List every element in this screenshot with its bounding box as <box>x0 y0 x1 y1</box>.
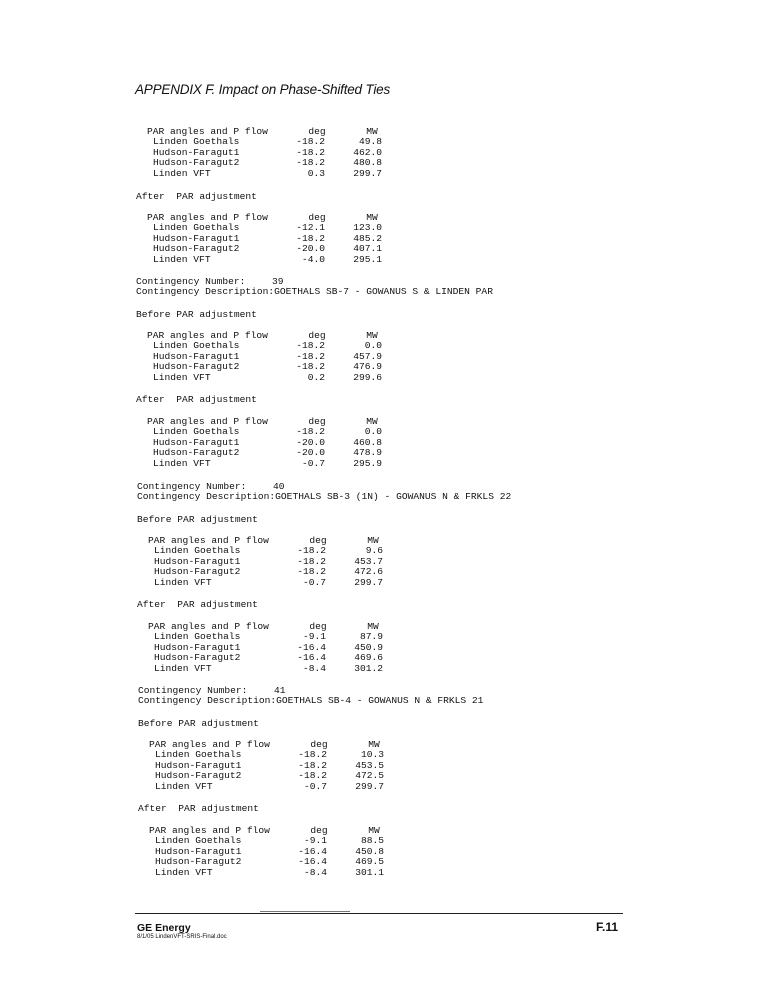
table-row-deg: -18.2 <box>296 232 325 244</box>
table-row-deg: -20.0 <box>296 243 325 255</box>
table-header-mw: MW <box>366 126 378 137</box>
section-label-before: Before PAR adjustment <box>137 514 258 525</box>
table-row-deg: -18.2 <box>298 770 327 782</box>
table-row-name: Hudson-Faragut1 <box>153 350 240 362</box>
table-row-deg: -8.4 <box>302 662 326 674</box>
table-row-mw: 462.0 <box>353 146 382 158</box>
table-row-name: Linden VFT <box>153 371 211 383</box>
table-header-mw: MW <box>366 416 378 427</box>
table-row-deg: -18.2 <box>296 146 325 158</box>
table-row-mw: 407.1 <box>353 243 382 255</box>
table-row-name: Linden Goethals <box>153 222 240 234</box>
table-row-name: Linden VFT <box>155 780 213 792</box>
table-header-mw: MW <box>367 621 379 632</box>
table-row-name: Hudson-Faragut1 <box>155 759 242 771</box>
footer-company: GE Energy <box>137 922 191 934</box>
table-row-mw: 478.9 <box>353 447 382 459</box>
table-row-name: Linden Goethals <box>154 545 241 557</box>
table-row-deg: -4.0 <box>301 253 325 265</box>
table-row-name: Linden Goethals <box>155 835 242 847</box>
table-row-deg: 0.2 <box>307 371 325 383</box>
table-row-name: Hudson-Faragut1 <box>155 845 242 857</box>
table-row-mw: 87.9 <box>359 631 383 643</box>
table-row-mw: 476.9 <box>353 361 382 373</box>
table-header-label: PAR angles and P flow <box>147 212 268 223</box>
contingency-number-label: Contingency Number: <box>136 276 246 287</box>
table-row-mw: 472.5 <box>355 770 384 782</box>
table-header-mw: MW <box>368 739 380 750</box>
table-row-mw: 49.8 <box>358 136 382 148</box>
table-header-label: PAR angles and P flow <box>147 126 268 137</box>
table-row-mw: 453.5 <box>355 759 384 771</box>
table-row-name: Linden VFT <box>153 167 211 179</box>
contingency-number-value: 41 <box>274 685 286 696</box>
table-row-deg: -18.2 <box>298 759 327 771</box>
table-row-name: Hudson-Faragut2 <box>154 566 241 578</box>
table-header-label: PAR angles and P flow <box>149 739 270 750</box>
contingency-description-label: Contingency Description:GOETHALS SB-3 (1N) - GOWANUS N & FRKLS 22 <box>137 491 512 503</box>
table-row-mw: 299.7 <box>353 167 382 179</box>
table-header-deg: deg <box>308 330 326 341</box>
table-row-deg: -18.2 <box>298 749 327 761</box>
table-row-mw: 480.8 <box>353 157 382 169</box>
table-row-name: Hudson-Faragut1 <box>154 641 241 653</box>
table-header-mw: MW <box>366 212 378 223</box>
table-row-deg: -16.4 <box>298 856 327 868</box>
table-row-deg: -0.7 <box>302 576 326 588</box>
table-row-deg: -9.1 <box>303 835 327 847</box>
footer-page-number: F.11 <box>596 920 619 934</box>
table-row-deg: -18.2 <box>296 136 325 148</box>
table-row-name: Hudson-Faragut2 <box>154 652 241 664</box>
table-header-label: PAR angles and P flow <box>148 535 269 546</box>
table-row-name: Linden VFT <box>155 866 213 878</box>
table-row-deg: -16.4 <box>298 845 327 857</box>
table-row-mw: 299.7 <box>355 780 384 792</box>
table-row-name: Hudson-Faragut2 <box>153 447 240 459</box>
table-row-deg: -20.0 <box>296 436 325 448</box>
table-header-deg: deg <box>310 739 328 750</box>
table-row-name: Hudson-Faragut2 <box>153 157 240 169</box>
table-row-mw: 9.6 <box>365 545 383 557</box>
page-header-title: APPENDIX F. Impact on Phase-Shifted Ties <box>135 82 390 97</box>
table-row-name: Hudson-Faragut1 <box>153 436 240 448</box>
table-row-deg: -18.2 <box>297 566 326 578</box>
table-row-name: Linden Goethals <box>153 426 240 438</box>
footer-divider-accent <box>260 911 350 912</box>
contingency-number-label: Contingency Number: <box>137 481 247 492</box>
footer-document-name: 8/1/05 LindenVFT-SRIS-Final.doc <box>137 934 227 940</box>
table-row-mw: 0.0 <box>364 340 382 352</box>
section-label-after: After PAR adjustment <box>136 191 257 202</box>
table-row-name: Hudson-Faragut1 <box>153 146 240 158</box>
table-row-name: Linden VFT <box>154 662 212 674</box>
table-row-mw: 485.2 <box>353 232 382 244</box>
table-row-mw: 469.6 <box>354 652 383 664</box>
table-row-deg: -18.2 <box>296 340 325 352</box>
table-header-label: PAR angles and P flow <box>148 621 269 632</box>
contingency-description-label: Contingency Description:GOETHALS SB-7 - GOWANUS S & LINDEN PAR <box>136 286 493 298</box>
table-row-name: Hudson-Faragut2 <box>155 770 242 782</box>
table-header-mw: MW <box>368 825 380 836</box>
section-label-after: After PAR adjustment <box>138 803 259 814</box>
table-row-name: Linden VFT <box>153 253 211 265</box>
section-label-before: Before PAR adjustment <box>138 718 259 729</box>
table-row-deg: -8.4 <box>303 866 327 878</box>
table-row-mw: 123.0 <box>353 222 382 234</box>
table-row-name: Hudson-Faragut2 <box>153 243 240 255</box>
table-row-name: Hudson-Faragut2 <box>155 856 242 868</box>
contingency-description-label: Contingency Description:GOETHALS SB-4 - GOWANUS N & FRKLS 21 <box>138 695 484 707</box>
table-row-deg: -16.4 <box>297 641 326 653</box>
table-row-mw: 301.1 <box>355 866 384 878</box>
table-row-name: Linden VFT <box>154 576 212 588</box>
table-row-mw: 299.6 <box>353 371 382 383</box>
table-row-deg: -18.2 <box>296 361 325 373</box>
table-row-name: Linden Goethals <box>153 340 240 352</box>
table-row-deg: -0.7 <box>301 457 325 469</box>
table-row-deg: -0.7 <box>303 780 327 792</box>
table-row-name: Hudson-Faragut1 <box>154 555 241 567</box>
section-label-before: Before PAR adjustment <box>136 309 257 320</box>
section-label-after: After PAR adjustment <box>136 394 257 405</box>
table-row-deg: -18.2 <box>296 157 325 169</box>
table-row-mw: 295.1 <box>353 253 382 265</box>
table-row-deg: -18.2 <box>296 350 325 362</box>
table-header-label: PAR angles and P flow <box>147 416 268 427</box>
table-header-mw: MW <box>367 535 379 546</box>
table-row-deg: 0.3 <box>307 167 325 179</box>
table-header-deg: deg <box>308 126 326 137</box>
table-header-mw: MW <box>366 330 378 341</box>
table-row-mw: 301.2 <box>354 662 383 674</box>
table-row-mw: 450.9 <box>354 641 383 653</box>
table-row-deg: -9.1 <box>302 631 326 643</box>
table-row-deg: -12.1 <box>296 222 325 234</box>
table-row-deg: -20.0 <box>296 447 325 459</box>
table-row-mw: 469.5 <box>355 856 384 868</box>
table-row-deg: -18.2 <box>297 545 326 557</box>
table-row-name: Linden Goethals <box>155 749 242 761</box>
table-header-deg: deg <box>308 212 326 223</box>
table-row-mw: 295.9 <box>353 457 382 469</box>
table-row-mw: 460.8 <box>353 436 382 448</box>
table-header-deg: deg <box>309 535 327 546</box>
contingency-number-value: 40 <box>273 481 285 492</box>
contingency-number-value: 39 <box>272 276 284 287</box>
table-row-name: Linden Goethals <box>153 136 240 148</box>
table-row-name: Linden VFT <box>153 457 211 469</box>
footer-divider <box>135 913 623 914</box>
table-header-deg: deg <box>310 825 328 836</box>
table-header-deg: deg <box>308 416 326 427</box>
table-row-mw: 472.6 <box>354 566 383 578</box>
contingency-number-label: Contingency Number: <box>138 685 248 696</box>
table-header-label: PAR angles and P flow <box>149 825 270 836</box>
table-header-label: PAR angles and P flow <box>147 330 268 341</box>
table-row-mw: 88.5 <box>360 835 384 847</box>
table-row-mw: 10.3 <box>360 749 384 761</box>
table-row-deg: -16.4 <box>297 652 326 664</box>
table-row-mw: 457.9 <box>353 350 382 362</box>
table-row-deg: -18.2 <box>296 426 325 438</box>
table-row-name: Hudson-Faragut1 <box>153 232 240 244</box>
table-row-mw: 453.7 <box>354 555 383 567</box>
table-row-mw: 450.8 <box>355 845 384 857</box>
table-row-deg: -18.2 <box>297 555 326 567</box>
table-row-name: Linden Goethals <box>154 631 241 643</box>
table-row-mw: 0.0 <box>364 426 382 438</box>
section-label-after: After PAR adjustment <box>137 599 258 610</box>
table-row-mw: 299.7 <box>354 576 383 588</box>
table-row-name: Hudson-Faragut2 <box>153 361 240 373</box>
table-header-deg: deg <box>309 621 327 632</box>
